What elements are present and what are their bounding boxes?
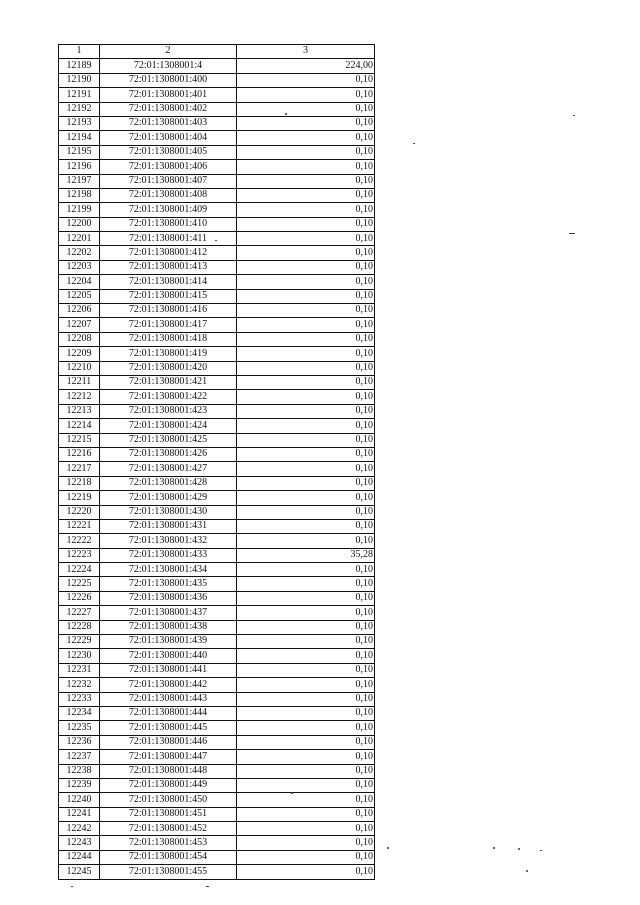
row-number: 12216 bbox=[59, 447, 100, 461]
row-value: 0,10 bbox=[237, 419, 375, 433]
cadastral-number: 72:01:1308001:455 bbox=[100, 865, 237, 879]
table-row bbox=[59, 649, 375, 663]
scan-speck bbox=[573, 115, 575, 116]
row-number: 12208 bbox=[59, 332, 100, 346]
row-number: 12199 bbox=[59, 203, 100, 217]
cadastral-number: 72:01:1308001:425 bbox=[100, 433, 237, 447]
cadastral-number: 72:01:1308001:414 bbox=[100, 275, 237, 289]
table-row bbox=[59, 304, 375, 318]
table-row bbox=[59, 73, 375, 87]
row-number: 12209 bbox=[59, 347, 100, 361]
row-value: 0,10 bbox=[237, 217, 375, 231]
table-row bbox=[59, 217, 375, 231]
row-number: 12241 bbox=[59, 807, 100, 821]
table-row bbox=[59, 88, 375, 102]
table-row bbox=[59, 750, 375, 764]
row-number: 12225 bbox=[59, 577, 100, 591]
cadastral-number: 72:01:1308001:451 bbox=[100, 807, 237, 821]
table-row bbox=[59, 505, 375, 519]
row-value: 0,10 bbox=[237, 692, 375, 706]
row-value: 0,10 bbox=[237, 476, 375, 490]
row-value: 0,10 bbox=[237, 289, 375, 303]
row-number: 12206 bbox=[59, 304, 100, 318]
row-value: 0,10 bbox=[237, 822, 375, 836]
row-value: 0,10 bbox=[237, 807, 375, 821]
table-row bbox=[59, 606, 375, 620]
cadastral-number: 72:01:1308001:449 bbox=[100, 778, 237, 792]
table-row bbox=[59, 332, 375, 346]
cadastral-number: 72:01:1308001:454 bbox=[100, 850, 237, 864]
cadastral-number: 72:01:1308001:447 bbox=[100, 750, 237, 764]
row-number: 12244 bbox=[59, 850, 100, 864]
cadastral-number: 72:01:1308001:444 bbox=[100, 706, 237, 720]
table-row bbox=[59, 232, 375, 246]
row-value: 0,10 bbox=[237, 332, 375, 346]
row-number: 12217 bbox=[59, 462, 100, 476]
scan-speck bbox=[526, 870, 528, 872]
scan-speck bbox=[540, 850, 542, 851]
cadastral-number: 72:01:1308001:453 bbox=[100, 836, 237, 850]
table-row bbox=[59, 706, 375, 720]
row-value: 0,10 bbox=[237, 649, 375, 663]
row-number: 12239 bbox=[59, 778, 100, 792]
row-value: 0,10 bbox=[237, 88, 375, 102]
cadastral-number: 72:01:1308001:436 bbox=[100, 591, 237, 605]
row-number: 12201 bbox=[59, 232, 100, 246]
table-header-row bbox=[59, 45, 375, 59]
table-row bbox=[59, 850, 375, 864]
row-number: 12243 bbox=[59, 836, 100, 850]
table-row bbox=[59, 275, 375, 289]
row-value: 0,10 bbox=[237, 246, 375, 260]
cadastral-number: 72:01:1308001:407 bbox=[100, 174, 237, 188]
cadastral-number: 72:01:1308001:400 bbox=[100, 73, 237, 87]
row-number: 12232 bbox=[59, 678, 100, 692]
row-value: 0,10 bbox=[237, 232, 375, 246]
cadastral-number: 72:01:1308001:411 bbox=[100, 232, 237, 246]
row-value: 0,10 bbox=[237, 174, 375, 188]
row-value: 0,10 bbox=[237, 735, 375, 749]
cadastral-number: 72:01:1308001:419 bbox=[100, 347, 237, 361]
scan-speck bbox=[215, 240, 217, 241]
row-number: 12229 bbox=[59, 635, 100, 649]
row-value: 0,10 bbox=[237, 865, 375, 879]
cadastral-number: 72:01:1308001:4 bbox=[100, 59, 237, 73]
table-row bbox=[59, 635, 375, 649]
cadastral-number: 72:01:1308001:450 bbox=[100, 793, 237, 807]
row-number: 12191 bbox=[59, 88, 100, 102]
row-value: 0,10 bbox=[237, 793, 375, 807]
row-number: 12227 bbox=[59, 606, 100, 620]
row-value: 0,10 bbox=[237, 73, 375, 87]
scan-speck bbox=[413, 143, 415, 144]
table-row bbox=[59, 433, 375, 447]
scan-speck bbox=[493, 847, 495, 849]
cadastral-number: 72:01:1308001:435 bbox=[100, 577, 237, 591]
row-number: 12205 bbox=[59, 289, 100, 303]
cadastral-number: 72:01:1308001:416 bbox=[100, 304, 237, 318]
table-row bbox=[59, 347, 375, 361]
cadastral-number: 72:01:1308001:428 bbox=[100, 476, 237, 490]
row-value: 0,10 bbox=[237, 591, 375, 605]
table-row bbox=[59, 778, 375, 792]
table-row bbox=[59, 620, 375, 634]
row-number: 12237 bbox=[59, 750, 100, 764]
row-number: 12224 bbox=[59, 563, 100, 577]
row-number: 12197 bbox=[59, 174, 100, 188]
row-value: 0,10 bbox=[237, 750, 375, 764]
cadastral-number: 72:01:1308001:403 bbox=[100, 116, 237, 130]
table-row bbox=[59, 375, 375, 389]
row-value: 224,00 bbox=[237, 59, 375, 73]
row-value: 0,10 bbox=[237, 102, 375, 116]
row-value: 0,10 bbox=[237, 534, 375, 548]
table-row bbox=[59, 404, 375, 418]
row-number: 12202 bbox=[59, 246, 100, 260]
row-value: 0,10 bbox=[237, 635, 375, 649]
row-number: 12200 bbox=[59, 217, 100, 231]
row-number: 12236 bbox=[59, 735, 100, 749]
table-row bbox=[59, 807, 375, 821]
row-value: 35,28 bbox=[237, 548, 375, 562]
cadastral-number: 72:01:1308001:410 bbox=[100, 217, 237, 231]
cadastral-number: 72:01:1308001:439 bbox=[100, 635, 237, 649]
table-row bbox=[59, 419, 375, 433]
row-number: 12195 bbox=[59, 145, 100, 159]
cadastral-number: 72:01:1308001:446 bbox=[100, 735, 237, 749]
scan-speck bbox=[71, 886, 73, 887]
cadastral-number: 72:01:1308001:409 bbox=[100, 203, 237, 217]
table-row bbox=[59, 793, 375, 807]
table-row bbox=[59, 188, 375, 202]
table-row bbox=[59, 116, 375, 130]
column-header-cadastral: 2 bbox=[100, 45, 237, 59]
cadastral-number: 72:01:1308001:445 bbox=[100, 721, 237, 735]
table-row bbox=[59, 289, 375, 303]
table-row bbox=[59, 102, 375, 116]
cadastral-number: 72:01:1308001:440 bbox=[100, 649, 237, 663]
row-value: 0,10 bbox=[237, 663, 375, 677]
cadastral-number: 72:01:1308001:441 bbox=[100, 663, 237, 677]
row-value: 0,10 bbox=[237, 260, 375, 274]
row-value: 0,10 bbox=[237, 519, 375, 533]
table-row bbox=[59, 548, 375, 562]
cadastral-number: 72:01:1308001:423 bbox=[100, 404, 237, 418]
cadastral-number: 72:01:1308001:412 bbox=[100, 246, 237, 260]
row-number: 12242 bbox=[59, 822, 100, 836]
row-number: 12189 bbox=[59, 59, 100, 73]
row-number: 12235 bbox=[59, 721, 100, 735]
row-number: 12212 bbox=[59, 390, 100, 404]
row-value: 0,10 bbox=[237, 131, 375, 145]
row-number: 12234 bbox=[59, 706, 100, 720]
cadastral-number: 72:01:1308001:427 bbox=[100, 462, 237, 476]
row-number: 12223 bbox=[59, 548, 100, 562]
scan-speck bbox=[285, 113, 287, 115]
table-row bbox=[59, 447, 375, 461]
row-number: 12219 bbox=[59, 491, 100, 505]
cadastral-number: 72:01:1308001:404 bbox=[100, 131, 237, 145]
row-number: 12230 bbox=[59, 649, 100, 663]
row-number: 12228 bbox=[59, 620, 100, 634]
row-value: 0,10 bbox=[237, 404, 375, 418]
scan-speck bbox=[387, 847, 389, 849]
cadastral-number: 72:01:1308001:418 bbox=[100, 332, 237, 346]
table-row bbox=[59, 361, 375, 375]
table-row bbox=[59, 764, 375, 778]
row-value: 0,10 bbox=[237, 462, 375, 476]
cadastral-number: 72:01:1308001:406 bbox=[100, 160, 237, 174]
cadastral-number: 72:01:1308001:452 bbox=[100, 822, 237, 836]
row-number: 12220 bbox=[59, 505, 100, 519]
table-row bbox=[59, 59, 375, 73]
table-row bbox=[59, 577, 375, 591]
row-number: 12192 bbox=[59, 102, 100, 116]
row-value: 0,10 bbox=[237, 850, 375, 864]
cadastral-number: 72:01:1308001:437 bbox=[100, 606, 237, 620]
row-value: 0,10 bbox=[237, 433, 375, 447]
cadastral-number: 72:01:1308001:442 bbox=[100, 678, 237, 692]
row-value: 0,10 bbox=[237, 620, 375, 634]
row-value: 0,10 bbox=[237, 160, 375, 174]
row-value: 0,10 bbox=[237, 577, 375, 591]
row-number: 12213 bbox=[59, 404, 100, 418]
column-header-value: 3 bbox=[237, 45, 375, 59]
cadastral-number: 72:01:1308001:429 bbox=[100, 491, 237, 505]
table-row bbox=[59, 203, 375, 217]
scan-speck bbox=[569, 233, 575, 234]
table-row bbox=[59, 865, 375, 879]
row-value: 0,10 bbox=[237, 678, 375, 692]
cadastral-number: 72:01:1308001:432 bbox=[100, 534, 237, 548]
table-row bbox=[59, 663, 375, 677]
table-row bbox=[59, 131, 375, 145]
cadastral-number: 72:01:1308001:443 bbox=[100, 692, 237, 706]
table-row bbox=[59, 534, 375, 548]
table-row bbox=[59, 563, 375, 577]
table-row bbox=[59, 836, 375, 850]
cadastral-number: 72:01:1308001:401 bbox=[100, 88, 237, 102]
row-number: 12238 bbox=[59, 764, 100, 778]
row-number: 12231 bbox=[59, 663, 100, 677]
row-value: 0,10 bbox=[237, 145, 375, 159]
cadastral-number: 72:01:1308001:424 bbox=[100, 419, 237, 433]
cadastral-table bbox=[58, 44, 375, 880]
table-row bbox=[59, 822, 375, 836]
row-value: 0,10 bbox=[237, 275, 375, 289]
scan-speck bbox=[518, 848, 520, 850]
row-number: 12218 bbox=[59, 476, 100, 490]
row-value: 0,10 bbox=[237, 836, 375, 850]
row-number: 12203 bbox=[59, 260, 100, 274]
row-number: 12190 bbox=[59, 73, 100, 87]
cadastral-number: 72:01:1308001:438 bbox=[100, 620, 237, 634]
row-value: 0,10 bbox=[237, 116, 375, 130]
row-value: 0,10 bbox=[237, 491, 375, 505]
row-value: 0,10 bbox=[237, 304, 375, 318]
cadastral-number: 72:01:1308001:433 bbox=[100, 548, 237, 562]
row-value: 0,10 bbox=[237, 721, 375, 735]
cadastral-number: 72:01:1308001:434 bbox=[100, 563, 237, 577]
row-value: 0,10 bbox=[237, 778, 375, 792]
scan-speck bbox=[291, 792, 293, 794]
table-body bbox=[59, 59, 375, 879]
row-number: 12211 bbox=[59, 375, 100, 389]
table-row bbox=[59, 145, 375, 159]
table-row bbox=[59, 462, 375, 476]
row-number: 12233 bbox=[59, 692, 100, 706]
row-number: 12226 bbox=[59, 591, 100, 605]
row-number: 12194 bbox=[59, 131, 100, 145]
row-number: 12210 bbox=[59, 361, 100, 375]
row-value: 0,10 bbox=[237, 318, 375, 332]
row-number: 12214 bbox=[59, 419, 100, 433]
table-row bbox=[59, 678, 375, 692]
table-row bbox=[59, 318, 375, 332]
table-row bbox=[59, 174, 375, 188]
table-row bbox=[59, 491, 375, 505]
table-row bbox=[59, 246, 375, 260]
cadastral-number: 72:01:1308001:448 bbox=[100, 764, 237, 778]
cadastral-number: 72:01:1308001:421 bbox=[100, 375, 237, 389]
row-value: 0,10 bbox=[237, 447, 375, 461]
row-value: 0,10 bbox=[237, 706, 375, 720]
row-number: 12215 bbox=[59, 433, 100, 447]
table-row bbox=[59, 476, 375, 490]
scan-speck bbox=[206, 886, 209, 887]
row-value: 0,10 bbox=[237, 203, 375, 217]
cadastral-number: 72:01:1308001:413 bbox=[100, 260, 237, 274]
row-value: 0,10 bbox=[237, 188, 375, 202]
row-number: 12245 bbox=[59, 865, 100, 879]
row-number: 12222 bbox=[59, 534, 100, 548]
cadastral-number: 72:01:1308001:415 bbox=[100, 289, 237, 303]
table-row bbox=[59, 160, 375, 174]
column-header-number: 1 bbox=[59, 45, 100, 59]
row-value: 0,10 bbox=[237, 563, 375, 577]
row-value: 0,10 bbox=[237, 347, 375, 361]
row-number: 12204 bbox=[59, 275, 100, 289]
table-row bbox=[59, 692, 375, 706]
table-row bbox=[59, 260, 375, 274]
row-value: 0,10 bbox=[237, 375, 375, 389]
row-value: 0,10 bbox=[237, 505, 375, 519]
table-row bbox=[59, 519, 375, 533]
cadastral-number: 72:01:1308001:431 bbox=[100, 519, 237, 533]
row-number: 12193 bbox=[59, 116, 100, 130]
cadastral-number: 72:01:1308001:402 bbox=[100, 102, 237, 116]
row-value: 0,10 bbox=[237, 606, 375, 620]
cadastral-number: 72:01:1308001:405 bbox=[100, 145, 237, 159]
row-number: 12198 bbox=[59, 188, 100, 202]
cadastral-number: 72:01:1308001:430 bbox=[100, 505, 237, 519]
row-number: 12207 bbox=[59, 318, 100, 332]
cadastral-number: 72:01:1308001:422 bbox=[100, 390, 237, 404]
table-row bbox=[59, 390, 375, 404]
table-row bbox=[59, 591, 375, 605]
row-value: 0,10 bbox=[237, 361, 375, 375]
table-row bbox=[59, 735, 375, 749]
cadastral-number: 72:01:1308001:426 bbox=[100, 447, 237, 461]
row-value: 0,10 bbox=[237, 764, 375, 778]
cadastral-number: 72:01:1308001:408 bbox=[100, 188, 237, 202]
row-number: 12240 bbox=[59, 793, 100, 807]
cadastral-number: 72:01:1308001:420 bbox=[100, 361, 237, 375]
row-number: 12221 bbox=[59, 519, 100, 533]
cadastral-number: 72:01:1308001:417 bbox=[100, 318, 237, 332]
row-number: 12196 bbox=[59, 160, 100, 174]
table-row bbox=[59, 721, 375, 735]
row-value: 0,10 bbox=[237, 390, 375, 404]
